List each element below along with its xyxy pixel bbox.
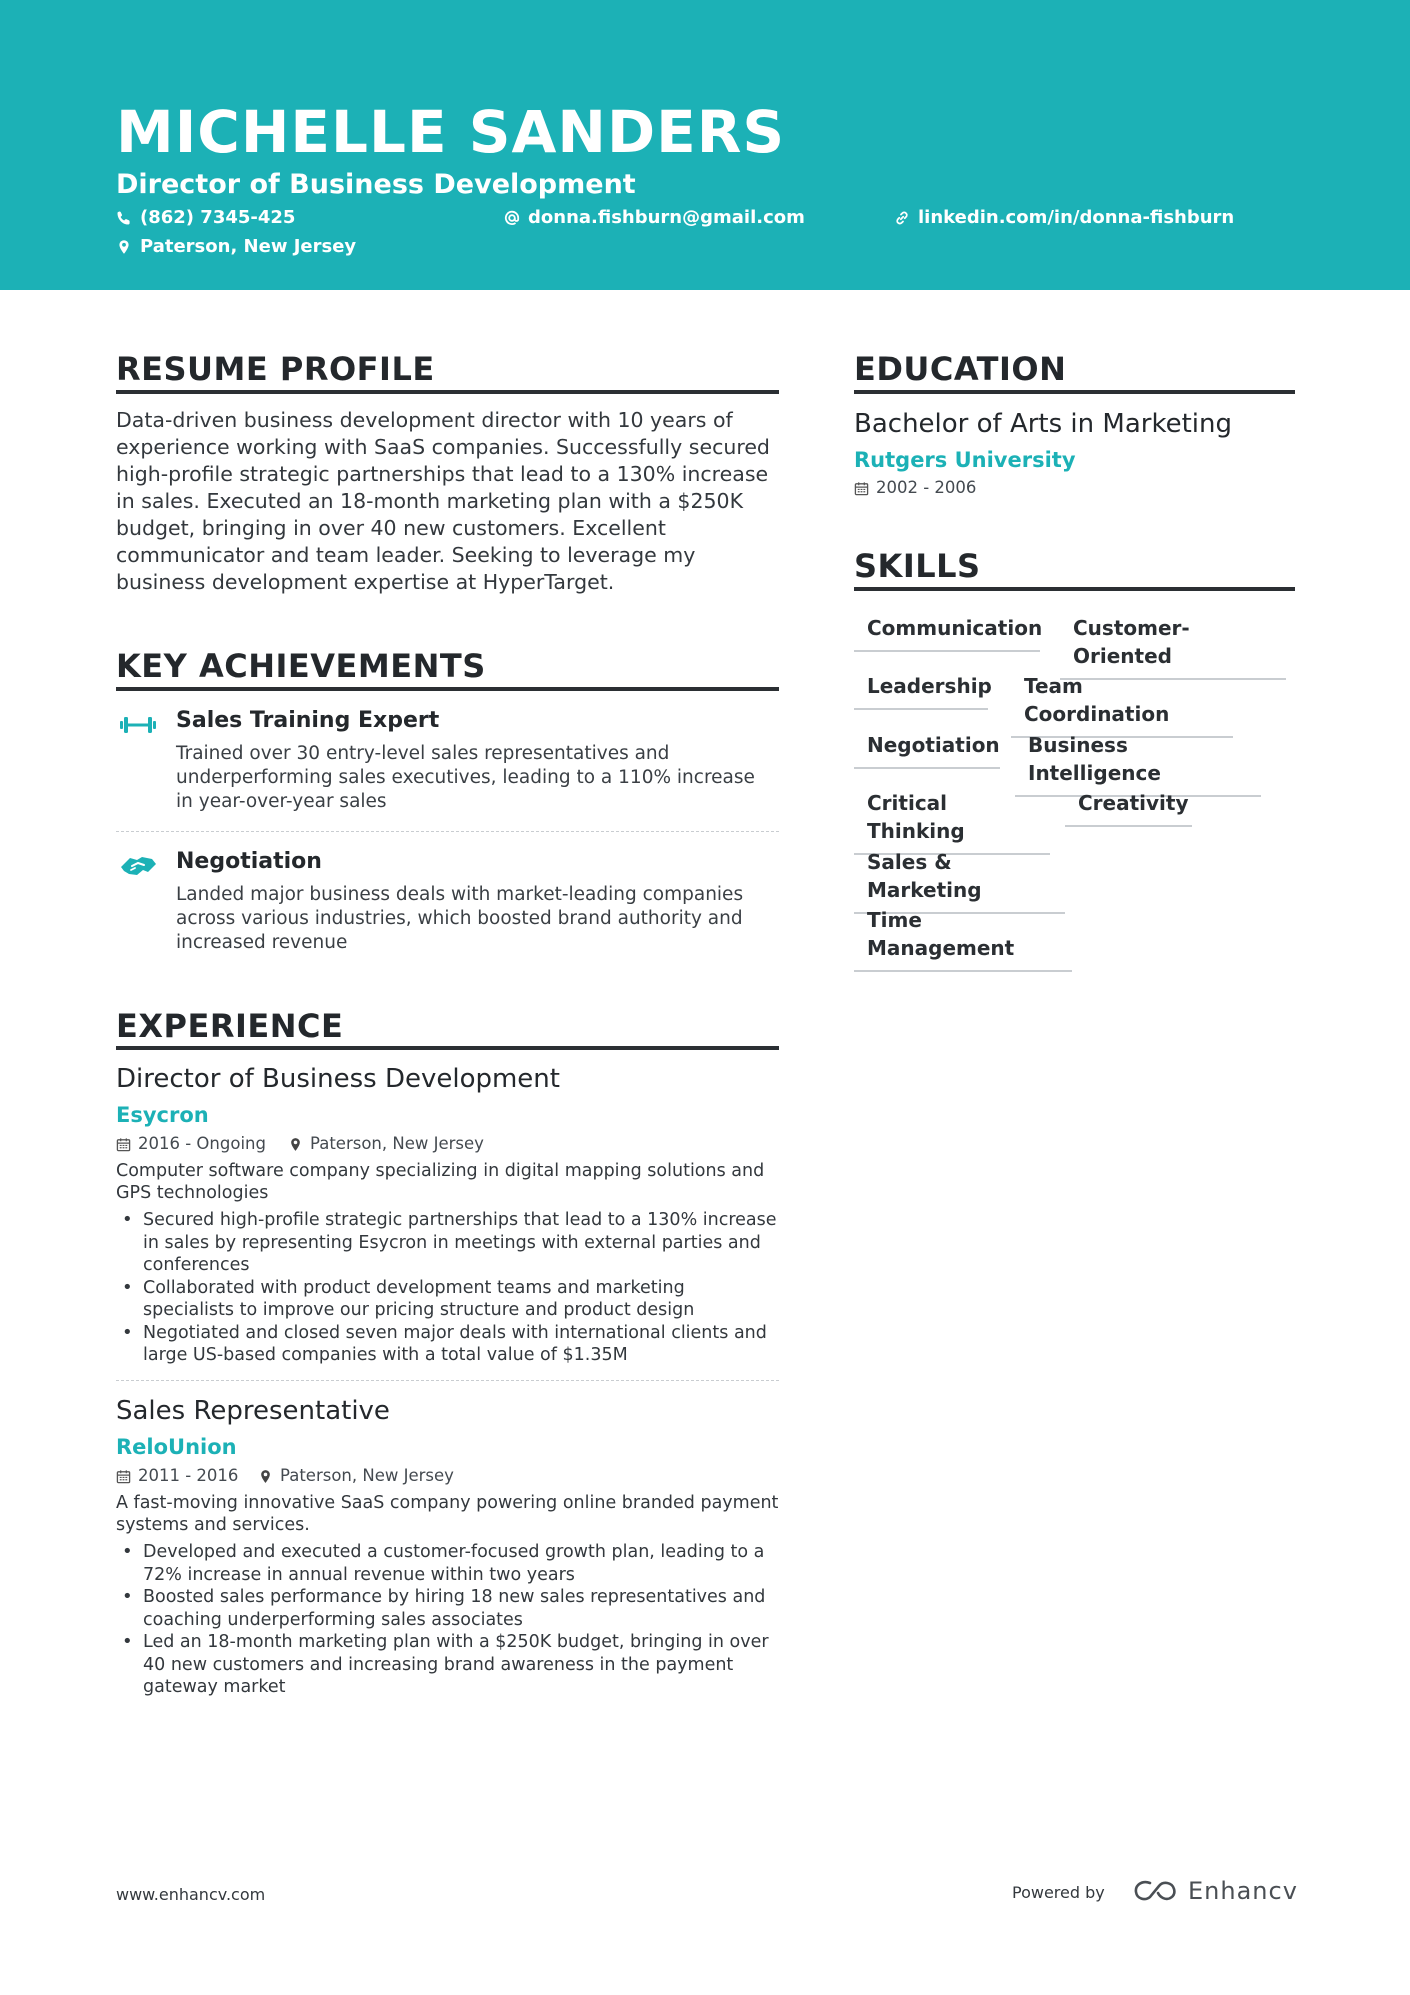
achievements-rule <box>116 687 779 691</box>
achievement-desc: Landed major business deals with market-leading companies across various industries, which boosted brand authority and increased revenue <box>176 884 744 953</box>
achievement-item <box>116 847 779 967</box>
profile-summary: Data-driven business development director with 10 years of experience working with SaaS companies. Successfully secured high-profile strategic partnerships that lead to a 130% increase in sales. Executed an 18-month marketing plan with a $250K budget, bringing in over 40 new customers. Excellent communicator and team leader. Seeking to leverage my business development expertise at HyperTarget. <box>116 408 770 594</box>
job-bullets <box>116 1541 779 1699</box>
job-description: Computer software company specializing in digital mapping solutions and GPS technologies <box>116 1161 765 1203</box>
job-location <box>288 1133 484 1155</box>
contact-location <box>116 235 356 259</box>
brand-name: Enhancv <box>1188 1877 1298 1905</box>
education-school: Rutgers University <box>854 448 1076 472</box>
experience-heading: EXPERIENCE <box>116 1007 344 1045</box>
achievement-title: Negotiation <box>176 849 322 874</box>
skill-tag: Negotiation <box>854 731 1000 769</box>
candidate-title: Director of Business Development <box>116 169 636 200</box>
education-dates-text: 2002 - 2006 <box>876 478 977 497</box>
job-company: Esycron <box>116 1103 209 1127</box>
bullet-item: • Negotiated and closed seven major deals with international clients and large US-based companies with a total value of $1.35M <box>116 1322 779 1367</box>
skill-tag: Critical Thinking <box>854 789 1050 855</box>
calendar-icon <box>116 1469 131 1484</box>
achievement-item <box>116 706 779 826</box>
job-bullets <box>116 1209 779 1367</box>
job-dates <box>116 1133 266 1155</box>
job-dates <box>116 1465 238 1487</box>
skill-tag: Customer-Oriented <box>1060 614 1286 680</box>
education-heading: EDUCATION <box>854 350 1067 388</box>
contact-email[interactable] <box>504 206 805 230</box>
education-rule <box>854 390 1295 394</box>
achievements-heading: KEY ACHIEVEMENTS <box>116 647 486 685</box>
candidate-name: MICHELLE SANDERS <box>116 98 786 166</box>
contact-phone[interactable] <box>116 206 295 230</box>
job-description: A fast-moving innovative SaaS company powering online branded payment systems and services. <box>116 1493 779 1535</box>
skill-tag: Business Intelligence <box>1015 731 1261 797</box>
dumbbell-icon <box>118 710 158 740</box>
calendar-icon <box>854 481 869 496</box>
bullet-item: • Collaborated with product development teams and marketing specialists to improve our pricing structure and product design <box>116 1277 779 1322</box>
bullet-item: • Led an 18-month marketing plan with a $250K budget, bringing in over 40 new customers and increasing brand awareness in the payment gateway market <box>116 1631 779 1699</box>
achievement-desc: Trained over 30 entry-level sales representatives and underperforming sales executives, leading to a 110% increase in year-over-year sales <box>176 743 755 812</box>
bullet-item: • Developed and executed a customer-focused growth plan, leading to a 72% increase in annual revenue within two years <box>116 1541 779 1586</box>
profile-rule <box>116 390 779 394</box>
divider <box>116 831 779 832</box>
at-icon <box>504 210 520 226</box>
contact-linkedin[interactable] <box>894 206 1234 230</box>
experience-rule <box>116 1046 779 1050</box>
skills-heading: SKILLS <box>854 547 981 585</box>
job-title: Sales Representative <box>116 1396 390 1426</box>
bullet-item: • Secured high-profile strategic partnerships that lead to a 130% increase in sales by representing Esycron in meetings with external parties and conferences <box>116 1209 779 1277</box>
job-dates-text: 2016 - Ongoing <box>138 1134 266 1153</box>
skill-tag: Sales & Marketing <box>854 848 1065 914</box>
job-dates-text: 2011 - 2016 <box>138 1466 239 1485</box>
handshake-icon <box>118 851 158 881</box>
resume-header <box>0 0 1410 290</box>
phone-icon <box>116 210 132 226</box>
map-pin-icon <box>288 1137 303 1152</box>
linkedin-text: linkedin.com/in/donna-fishburn <box>918 207 1235 228</box>
map-pin-icon <box>258 1469 273 1484</box>
skill-tag: Leadership <box>854 672 988 710</box>
job-location <box>258 1465 454 1487</box>
powered-by-label: Powered by <box>1012 1883 1105 1902</box>
bullet-item: • Boosted sales performance by hiring 18 new sales representatives and coaching underperforming sales associates <box>116 1586 779 1631</box>
skills-rule <box>854 587 1295 591</box>
skill-tag: Communication <box>854 614 1040 652</box>
skill-tag: Team Coordination <box>1011 672 1233 738</box>
calendar-icon <box>116 1137 131 1152</box>
footer-url[interactable]: www.enhancv.com <box>116 1885 266 1904</box>
education-degree: Bachelor of Arts in Marketing <box>854 409 1232 439</box>
job-location-text: Paterson, New Jersey <box>280 1466 454 1485</box>
job-company: ReloUnion <box>116 1435 237 1459</box>
email-text: donna.fishburn@gmail.com <box>528 207 805 228</box>
divider <box>116 1380 779 1381</box>
enhancv-logo-icon <box>1132 1878 1178 1904</box>
education-dates <box>854 477 976 499</box>
skill-tag: Creativity <box>1065 789 1192 827</box>
phone-text: (862) 7345-425 <box>140 207 296 228</box>
profile-heading: RESUME PROFILE <box>116 350 435 388</box>
link-icon <box>894 210 910 226</box>
location-text: Paterson, New Jersey <box>140 236 357 257</box>
enhancv-logo[interactable] <box>1132 1876 1298 1906</box>
skill-tag: Time Management <box>854 906 1072 972</box>
job-location-text: Paterson, New Jersey <box>310 1134 484 1153</box>
map-pin-icon <box>116 239 132 255</box>
job-title: Director of Business Development <box>116 1064 560 1094</box>
achievement-title: Sales Training Expert <box>176 708 440 733</box>
